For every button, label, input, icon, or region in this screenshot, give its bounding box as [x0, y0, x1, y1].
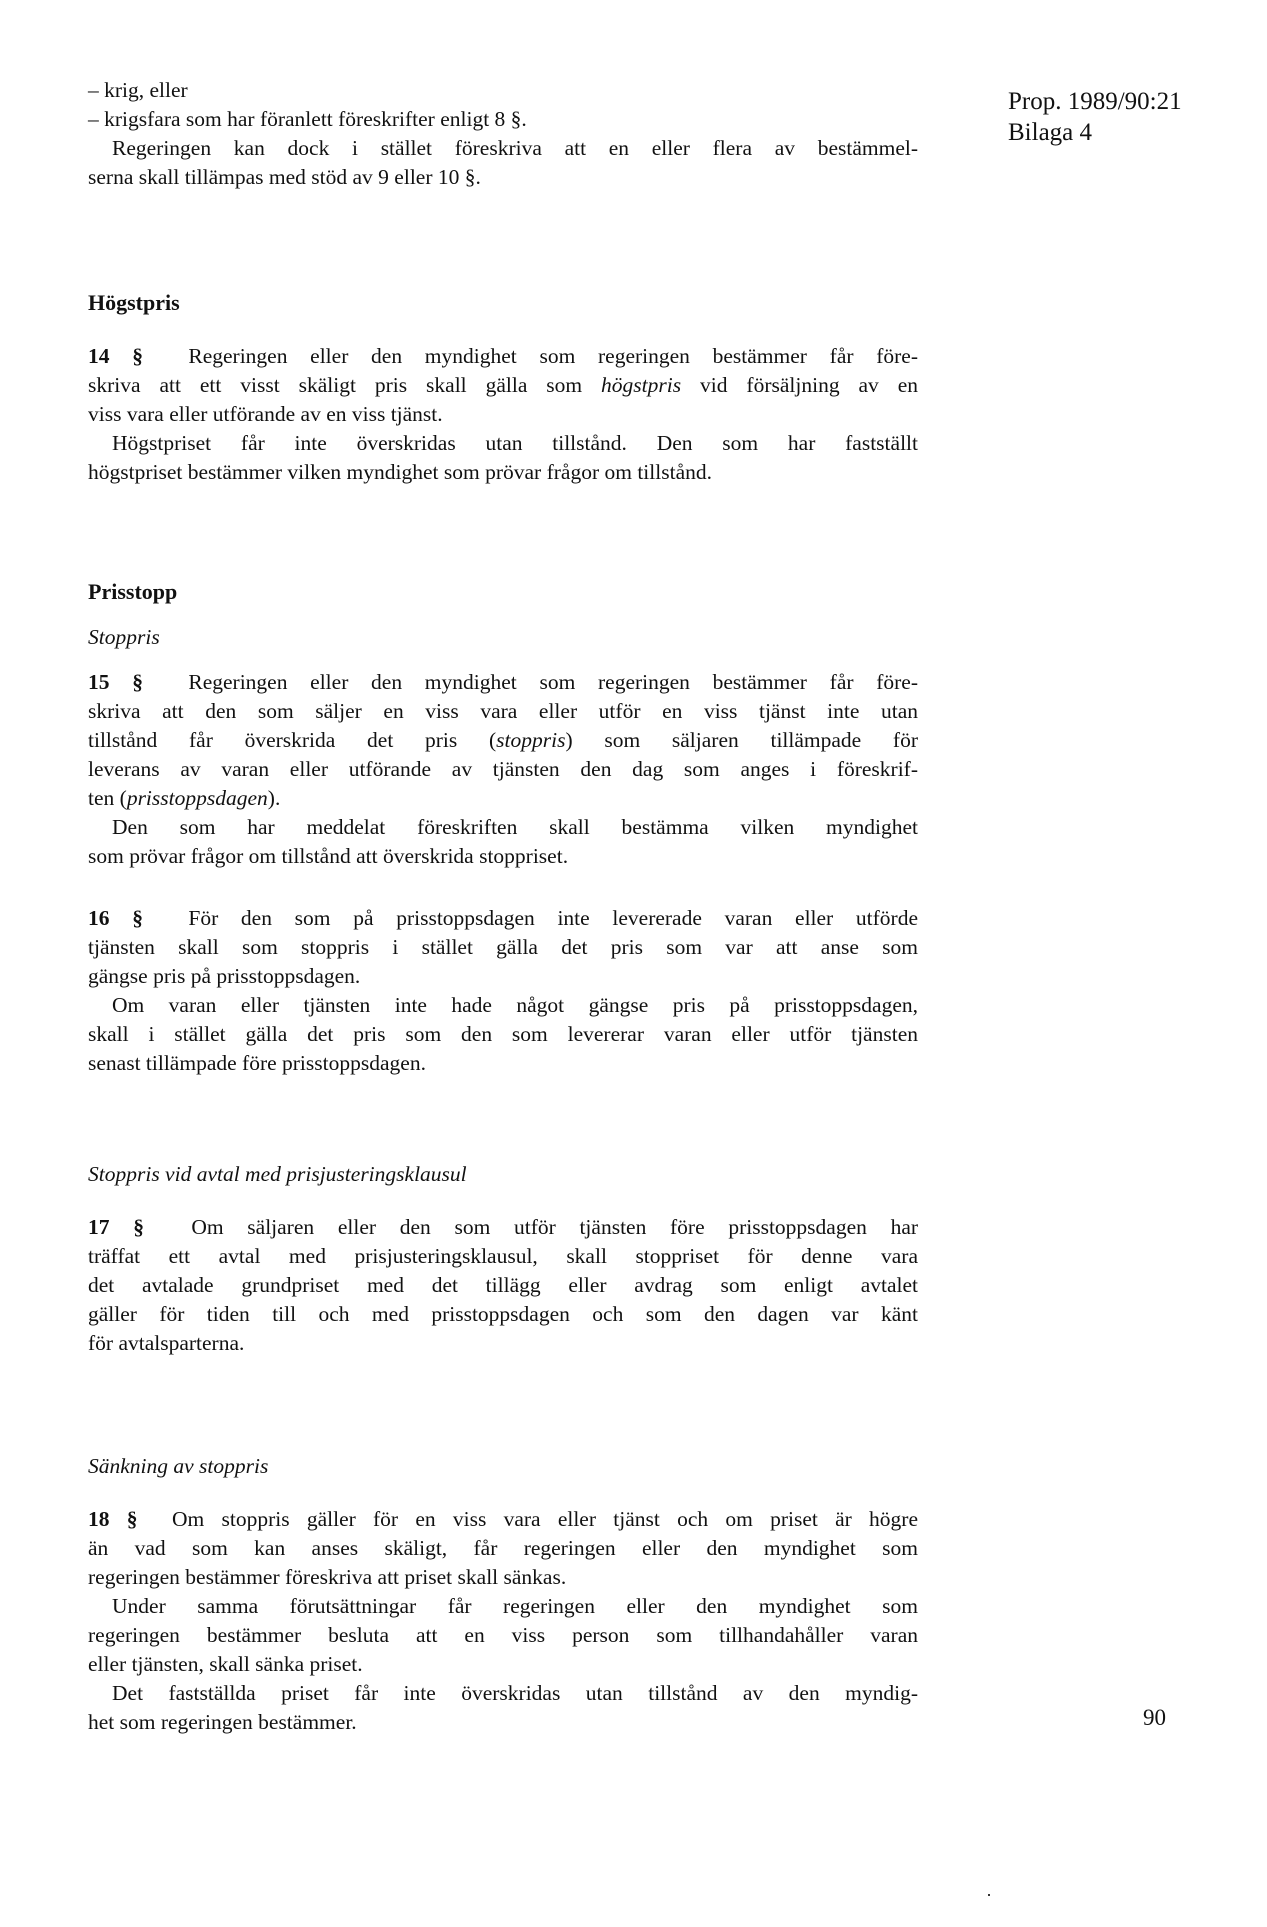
section-number: 14 § [88, 344, 143, 368]
paragraph-line: regeringen bestämmer föreskriva att priset skall sänkas. [88, 1565, 567, 1589]
paragraph-line: Om varan eller tjänsten inte hade något gängse pris på prisstoppsdagen, [112, 993, 918, 1017]
section-number: 15 § [88, 670, 143, 694]
paragraph-line: 18 § Om stoppris gäller för en viss vara eller tjänst och om priset är högre [88, 1507, 919, 1531]
paragraph-line: Högstpriset får inte överskridas utan tillstånd. Den som har fastställt [112, 431, 918, 455]
paragraph-16 [88, 904, 918, 1078]
subheading-stoppris: Stoppris [88, 625, 160, 649]
paragraph-line: tillstånd får överskrida det pris (stoppris) som säljaren tillämpade för [88, 728, 919, 752]
paragraph-line: 14 § Regeringen eller den myndighet som regeringen bestämmer får före- [88, 344, 918, 368]
defined-term: prisstoppsdagen [126, 786, 268, 810]
paragraph-line: för avtalsparterna. [88, 1331, 245, 1355]
paragraph-line: högstpriset bestämmer vilken myndighet som prövar frågor om tillstånd. [88, 460, 712, 484]
paragraph-line: senast tillämpade före prisstoppsdagen. [88, 1051, 426, 1075]
paragraph-line: gäller för tiden till och med prisstoppsdagen och som den dagen var känt [88, 1302, 918, 1326]
paragraph-line: regeringen bestämmer besluta att en viss person som tillhandahåller varan [88, 1623, 918, 1647]
section-number: 17 § [88, 1215, 144, 1239]
section-heading-prisstopp: Prisstopp [88, 579, 178, 604]
paragraph-17 [88, 1213, 918, 1358]
appendix-label: Bilaga 4 [1008, 119, 1093, 146]
paragraph-line: träffat ett avtal med prisjusteringsklausul, skall stoppriset för denne vara [88, 1244, 918, 1268]
paragraph-line: ten (prisstoppsdagen). [88, 786, 281, 810]
paragraph-line: gängse pris på prisstoppsdagen. [88, 964, 361, 988]
paragraph-line: som prövar frågor om tillstånd att överskrida stoppriset. [88, 844, 569, 868]
paragraph-line: tjänsten skall som stoppris i stället gälla det pris som var att anse som [88, 935, 918, 959]
page-number: 90 [1143, 1705, 1166, 1730]
paragraph-line: het som regeringen bestämmer. [88, 1710, 357, 1734]
paragraph-line: det avtalade grundpriset med det tillägg eller avdrag som enligt avtalet [88, 1273, 918, 1297]
section-heading-hogstpris: Högstpris [88, 290, 180, 315]
section-number: 16 § [88, 906, 143, 930]
defined-term: högstpris [601, 373, 682, 397]
paragraph-line: Det fastställda priset får inte överskridas utan tillstånd av den myndig- [112, 1681, 918, 1705]
subheading-sankning: Sänkning av stoppris [88, 1454, 269, 1478]
paragraph-18 [88, 1505, 918, 1737]
paragraph-line: eller tjänsten, skall sänka priset. [88, 1652, 363, 1676]
paragraph-line: leverans av varan eller utförande av tjänsten den dag som anges i föreskrif- [88, 757, 918, 781]
section-number: 18 § [88, 1507, 138, 1531]
paragraph-line: än vad som kan anses skäligt, får regeringen eller den myndighet som [88, 1536, 918, 1560]
paragraph-line: 15 § Regeringen eller den myndighet som regeringen bestämmer får före- [88, 670, 918, 694]
paragraph-line: skriva att den som säljer en viss vara eller utför en viss tjänst inte utan [88, 699, 918, 723]
paragraph-15 [88, 668, 918, 871]
scan-artifact [988, 1894, 990, 1896]
paragraph-line: 17 § Om säljaren eller den som utför tjänsten före prisstoppsdagen har [88, 1215, 919, 1239]
paragraph-line: skall i stället gälla det pris som den som levererar varan eller utför tjänsten [88, 1022, 918, 1046]
paragraph-line: Under samma förutsättningar får regeringen eller den myndighet som [112, 1594, 918, 1618]
paragraph-line: viss vara eller utförande av en viss tjänst. [88, 402, 443, 426]
intro-line: – krigsfara som har föranlett föreskrifter enligt 8 §. [88, 107, 527, 131]
intro-block [88, 76, 918, 192]
proposition-reference: Prop. 1989/90:21 [1008, 88, 1182, 115]
paragraph-line: skriva att ett visst skäligt pris skall gälla som högstpris vid försäljning av en [88, 373, 918, 397]
defined-term: stoppris [496, 728, 566, 752]
intro-line: Regeringen kan dock i stället föreskriva att en eller flera av bestämmel- [112, 136, 918, 160]
paragraph-14 [88, 342, 918, 487]
intro-line: – krig, eller [88, 78, 188, 102]
paragraph-line: 16 § För den som på prisstoppsdagen inte levererade varan eller utförde [88, 906, 919, 930]
intro-line: serna skall tillämpas med stöd av 9 eller 10 §. [88, 165, 481, 189]
paragraph-line: Den som har meddelat föreskriften skall bestämma vilken myndighet [112, 815, 918, 839]
subheading-avtal: Stoppris vid avtal med prisjusteringsklausul [88, 1162, 467, 1186]
